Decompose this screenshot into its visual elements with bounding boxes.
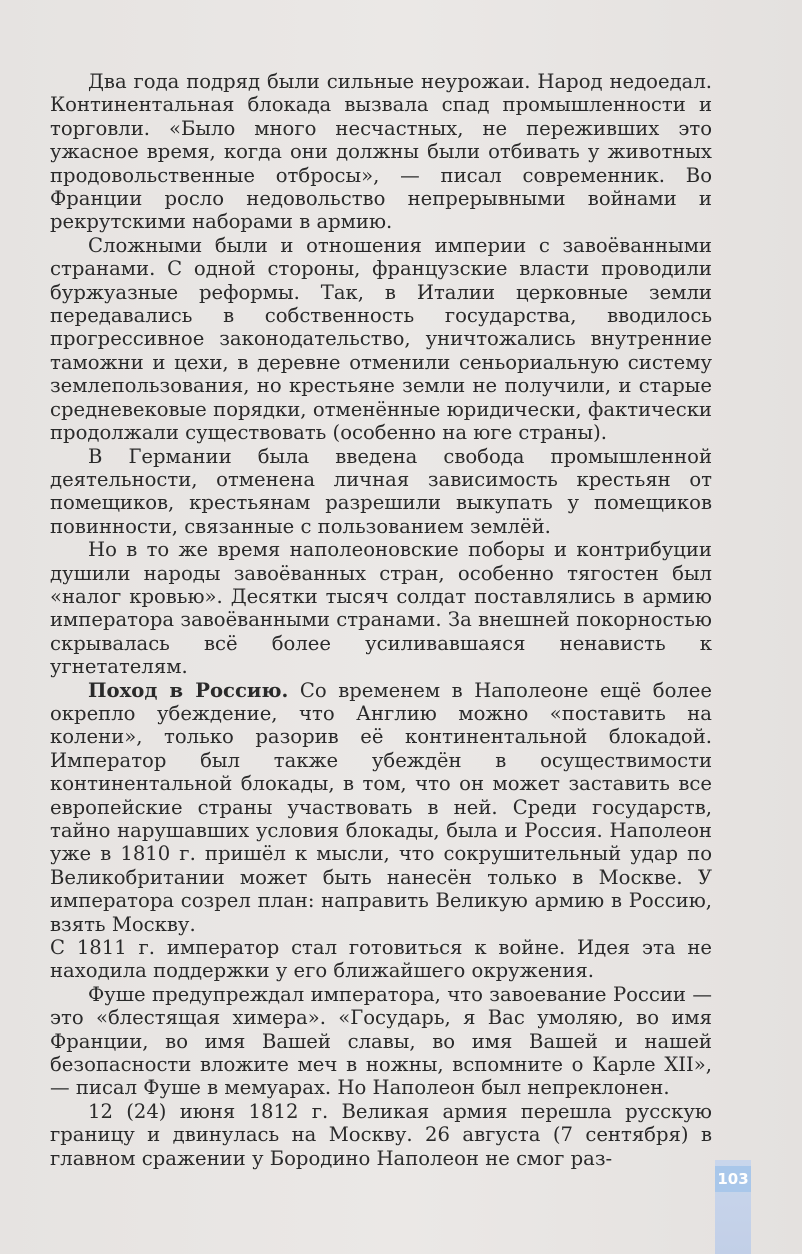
paragraph-8: 12 (24) июня 1812 г. Великая армия перешла русскую границу и двинулась на Москву. 26 августа (7 сентября) в главном сражении у Бородино Наполеон не смог раз- [50,1099,712,1170]
body-text [50,70,712,1170]
paragraph-1: Два года подряд были сильные неурожаи. Народ недоедал. Континентальная блокада вызвала спад промышленности и торговли. «Было много несчастных, не переживших это ужасное время, когда они должны были отбивать у животных продовольственные отбросы», — писал современник. Во Франции росло недовольство непрерывными войнами и рекрутскими наборами в армию. [50,70,712,234]
paragraph-6: С 1811 г. император стал готовиться к войне. Идея эта не находила поддержки у его ближайшего окружения. [50,936,712,983]
paragraph-5 [50,679,712,936]
paragraph-7: Фуше предупреждал императора, что завоевание России — это «блестящая химера». «Государь, я Вас умоляю, во имя Франции, во имя Вашей славы, во имя Вашей и нашей безопасности вложите меч в ножны, вспомните о Карле XII», — писал Фуше в мемуарах. Но Наполеон был непреклонен. [50,982,712,1100]
paragraph-4: Но в то же время наполеоновские поборы и контрибуции душили народы завоёванных стран, особенно тягостен был «налог кровью». Десятки тысяч солдат поставлялись в армию императора завоёванными странами. За внешней покорностью скрывалась всё более усиливавшаяся ненависть к угнетателям. [50,538,712,679]
paragraph-3: В Германии была введена свобода промышленной деятельности, отменена личная зависимость крестьян от помещиков, крестьянам разрешили выкупать у помещиков повинности, связанные с пользованием землёй. [50,444,712,538]
section-heading: Поход в Россию. [88,678,289,702]
paragraph-5-text: Со временем в Наполеоне ещё более окрепло убеждение, что Англию можно «поставить на колени», только разорив её континентальной блокадой. Император был также убеждён в осуществимости континентальной блокады, в том, что он может заставить все европейские страны участвовать в ней. Среди государств, тайно нарушавших условия блокады, была и Россия. Наполеон уже в 1810 г. пришёл к мысли, что сокрушительный удар по Великобритании может быть нанесён только в Москве. У императора созрел план: направить Великую армию в Россию, взять Москву. [50,678,712,936]
paragraph-2: Сложными были и отношения империи с завоёванными странами. С одной стороны, французские власти проводили буржуазные реформы. Так, в Италии церковные земли передавались в собственность государства, вводилось прогрессивное законодательство, уничтожались внутренние таможни и цехи, в деревне отменили сеньориальную систему землепользования, но крестьяне земли не получили, и старые средневековые порядки, отменённые юридически, фактически продолжали существовать (особенно на юге страны). [50,233,712,445]
page-number: 103 [715,1166,751,1192]
